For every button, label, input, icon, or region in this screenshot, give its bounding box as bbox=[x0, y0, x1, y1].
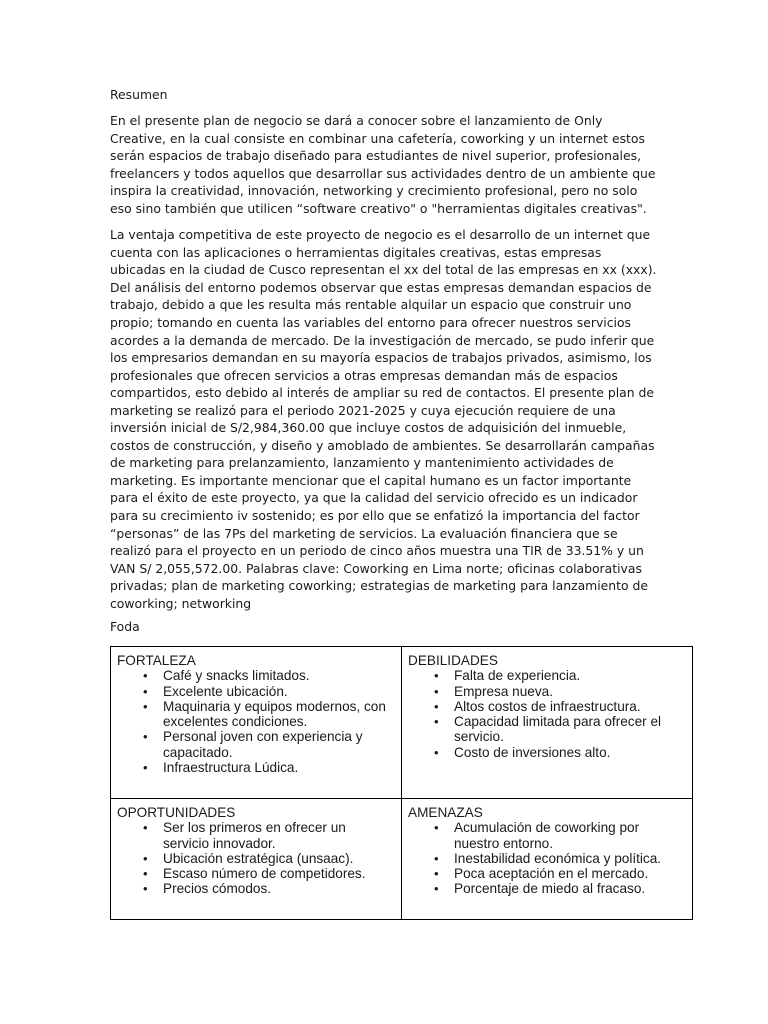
list-item: • Personal joven con experiencia y capacitado. bbox=[163, 729, 395, 760]
list-item: • Capacidad limitada para ofrecer el servicio. bbox=[454, 714, 686, 745]
foda-table bbox=[110, 646, 693, 920]
oportunidades-title: OPORTUNIDADES bbox=[117, 805, 236, 820]
amenazas-list bbox=[408, 820, 686, 896]
amenazas-cell bbox=[402, 799, 693, 920]
list-item: • Maquinaria y equipos modernos, con excelentes condiciones. bbox=[163, 699, 395, 730]
list-item: • Altos costos de infraestructura. bbox=[454, 699, 686, 714]
list-item: • Falta de experiencia. bbox=[454, 668, 686, 683]
list-item: • Ser los primeros en ofrecer un servicio innovador. bbox=[163, 820, 395, 851]
fortaleza-title: FORTALEZA bbox=[117, 653, 196, 668]
foda-row-bottom bbox=[111, 799, 693, 920]
amenazas-title: AMENAZAS bbox=[408, 805, 483, 820]
list-item: • Excelente ubicación. bbox=[163, 684, 395, 699]
list-item: • Infraestructura Lúdica. bbox=[163, 760, 395, 775]
list-item: • Porcentaje de miedo al fracaso. bbox=[454, 881, 686, 896]
oportunidades-list bbox=[117, 820, 395, 896]
list-item: • Acumulación de coworking por nuestro entorno. bbox=[454, 820, 686, 851]
oportunidades-cell bbox=[111, 799, 402, 920]
debilidades-list bbox=[408, 668, 686, 760]
resumen-section bbox=[110, 86, 660, 621]
list-item: • Precios cómodos. bbox=[163, 881, 395, 896]
resumen-heading: Resumen bbox=[110, 87, 168, 102]
fortaleza-cell bbox=[111, 647, 402, 799]
list-item: • Costo de inversiones alto. bbox=[454, 745, 686, 760]
resumen-paragraph-1: En el presente plan de negocio se dará a conocer sobre el lanzamiento de Only Creative, en la cual consiste en combinar una cafetería, coworking y un internet estos serán espacios de trabajo diseñado para estudiantes de nivel superior, profesionales, freelancers y todos aquellos que desarrollar sus actividades dentro de un ambiente que inspira la creatividad, innovación, networking y crecimiento profesional, pero no solo eso sino también que utilicen “software creativo" o "herramientas digitales creativas". bbox=[110, 113, 656, 216]
debilidades-title: DEBILIDADES bbox=[408, 653, 498, 668]
list-item: • Escaso número de competidores. bbox=[163, 866, 395, 881]
list-item: • Poca aceptación en el mercado. bbox=[454, 866, 686, 881]
foda-row-top bbox=[111, 647, 693, 799]
fortaleza-list bbox=[117, 668, 395, 775]
debilidades-cell bbox=[402, 647, 693, 799]
foda-heading: Foda bbox=[110, 619, 140, 634]
resumen-paragraph-2: La ventaja competitiva de este proyecto de negocio es el desarrollo de un internet que cuenta con las aplicaciones o herramientas digitales creativas, estas empresas ubicadas en la ciudad de Cusco representan el xx del total de las empresas en xx (xxx). Del análisis del entorno podemos observar que estas empresas demandan espacios de trabajo, debido a que les resulta más rentable alquilar un espacio que construir uno propio; tomando en cuenta las variables del entorno para ofrecer nuestros servicios acordes a la demanda de mercado. De la investigación de mercado, se pudo inferir que los empresarios demandan en su mayoría espacios de trabajos privados, asimismo, los profesionales que ofrecen servicios a otras empresas demandan más de espacios compartidos, esto debido al interés de ampliar su red de contactos. El presente plan de marketing se realizó para el periodo 2021-2025 y cuya ejecución requiere de una inversión inicial de S/2,984,360.00 que incluye costos de adquisición del inmueble, costos de construcción, y diseño y amoblado de ambientes. Se desarrollarán campañas de marketing para prelanzamiento, lanzamiento y mantenimiento actividades de marketing. Es importante mencionar que el capital humano es un factor importante para el éxito de este proyecto, ya que la calidad del servicio ofrecido es un indicador para su crecimiento iv sostenido; es por ello que se enfatizó la importancia del factor “personas” de las 7Ps del marketing de servicios. La evaluación financiera que se realizó para el proyecto en un periodo de cinco años muestra una TIR de 33.51% y un VAN S/ 2,055,572.00. Palabras clave: Coworking en Lima norte; oficinas colaborativas privadas; plan de marketing coworking; estrategias de marketing para lanzamiento de coworking; networking bbox=[110, 227, 657, 611]
list-item: • Ubicación estratégica (unsaac). bbox=[163, 851, 395, 866]
list-item: • Café y snacks limitados. bbox=[163, 668, 395, 683]
list-item: • Inestabilidad económica y política. bbox=[454, 851, 686, 866]
list-item: • Empresa nueva. bbox=[454, 684, 686, 699]
